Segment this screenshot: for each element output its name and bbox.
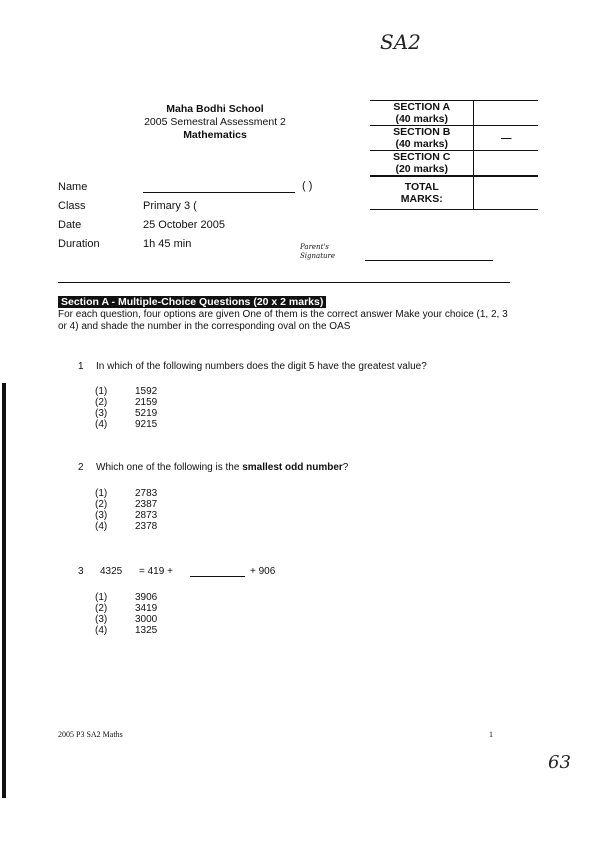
option[interactable]: (3) 5219 [95,408,158,419]
option[interactable]: (1) 2783 [95,488,158,499]
option[interactable]: (4) 1325 [95,625,158,636]
question-3-rhs: + 906 [250,566,276,577]
handwritten-score: 63 [548,752,571,773]
option[interactable]: (2) 3419 [95,603,158,614]
question-3-lhs: 4325 [100,566,123,577]
class-value: Primary 3 ( [143,200,197,212]
option[interactable]: (4) 2378 [95,521,158,532]
section-c-marks-label: SECTION C (20 marks) [370,151,474,177]
section-a-instructions: For each question, four options are given One of them is the correct answer Make your choice (1, 2, 3 or 4) and shade the number in the corresponding oval on the OAS [58,309,508,332]
question-2-options [95,488,157,532]
option[interactable]: (2) 2159 [95,397,158,408]
duration-label: Duration [58,238,100,250]
exam-header [110,103,320,142]
question-3-blank[interactable] [190,576,245,577]
date-value: 25 October 2005 [143,219,225,231]
parent-signature-line[interactable] [365,260,493,261]
subject-title: Mathematics [183,129,247,141]
assessment-title: 2005 Semestral Assessment 2 [144,116,286,128]
section-a-marks-label: SECTION A (40 marks) [370,101,474,126]
section-a-score-cell[interactable] [474,101,538,126]
question-3-number: 3 [78,566,84,577]
question-3-eq: = 419 + [139,566,173,577]
duration-value: 1h 45 min [143,238,192,250]
marks-table [370,100,538,210]
question-1-options [95,386,157,430]
parent-signature-label: Parent's Signature [300,243,336,260]
class-label: Class [58,200,86,212]
option[interactable]: (1) 1592 [95,386,158,397]
footer-doc-label: 2005 P3 SA2 Maths [58,730,123,739]
option[interactable]: (2) 2387 [95,499,158,510]
section-b-marks-label: SECTION B (40 marks) [370,126,474,151]
section-c-score-cell[interactable] [474,151,538,177]
total-marks-label: TOTAL MARKS: [370,176,474,210]
option[interactable]: (1) 3906 [95,592,158,603]
scan-edge-line [2,383,6,798]
question-1-number: 1 [78,361,84,372]
name-label: Name [58,181,88,193]
school-name: Maha Bodhi School [166,103,264,115]
question-1-text: In which of the following numbers does the digit 5 have the greatest value? [96,361,427,372]
option[interactable]: (3) 3000 [95,614,158,625]
question-2-number: 2 [78,462,84,473]
index-parens: ( ) [302,180,313,192]
option[interactable]: (3) 2873 [95,510,158,521]
name-line[interactable] [143,192,295,193]
question-2-text: Which one of the following is the smallest odd number? [96,462,349,473]
total-score-cell[interactable] [474,176,538,210]
handwritten-sa2: SA2 [380,30,421,54]
page-number: 1 [489,730,493,739]
header-divider [58,282,510,283]
date-label: Date [58,219,82,231]
question-3-options [95,592,157,636]
section-a-title: Section A - Multiple-Choice Questions (20 x 2 marks) [58,296,326,308]
section-b-score-cell[interactable]: — [474,126,538,151]
option[interactable]: (4) 9215 [95,419,158,430]
